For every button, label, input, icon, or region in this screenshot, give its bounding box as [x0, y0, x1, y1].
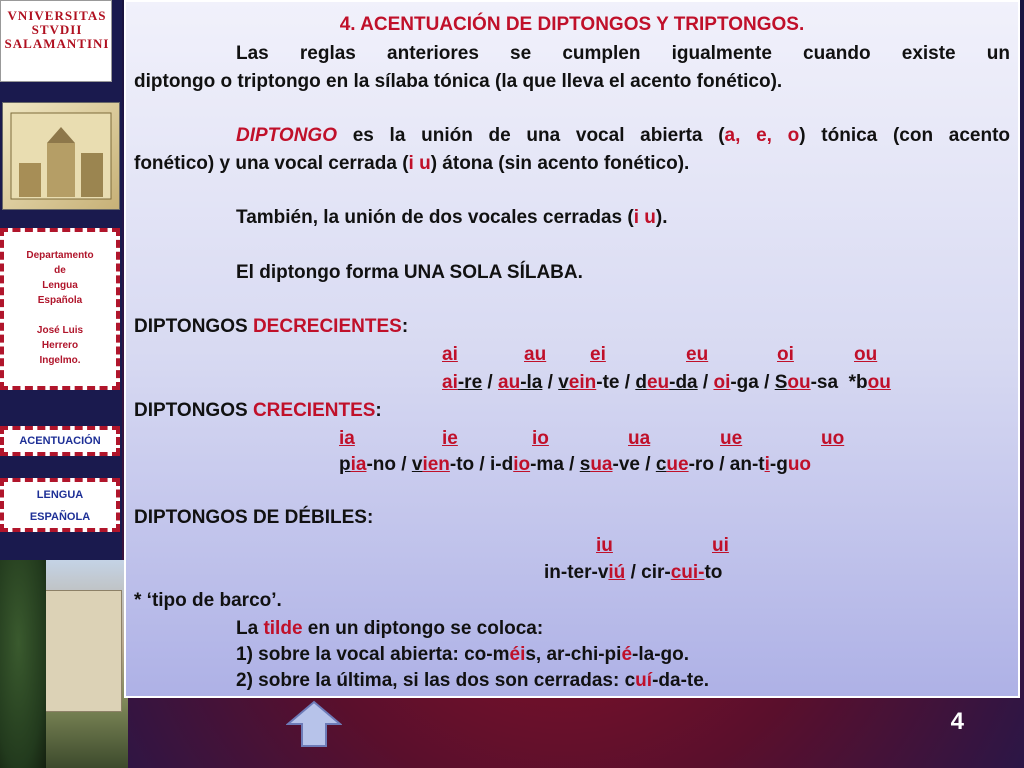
hl: ua — [590, 454, 613, 475]
txt: *b — [848, 372, 868, 393]
pair-iu: iu — [596, 535, 613, 556]
txt: La — [236, 618, 264, 639]
examples-crecientes: pia-no / vien-to / i-dio-ma / sua-ve / cue-ro / an-ti-guo — [339, 454, 812, 475]
text: ) átona (sin acento fonético). — [430, 153, 690, 174]
hl: ai — [442, 372, 458, 393]
txt: d — [635, 372, 647, 393]
pair-ei: ei — [590, 344, 606, 365]
nav-acentuacion-label: ACENTUACIÓN — [19, 435, 101, 447]
red-text: CRECIENTES — [252, 400, 376, 421]
open-vowels: a, e, o — [724, 125, 800, 146]
pair-ui: ui — [712, 535, 729, 556]
hl: io — [513, 454, 531, 475]
txt: 2) sobre la última, si las dos son cerradas: c — [236, 670, 636, 691]
dept-line: Española — [37, 295, 83, 306]
paragraph-line — [134, 125, 1010, 147]
dept-line: de — [54, 265, 66, 276]
text: DIPTONGOS — [134, 400, 253, 421]
building-photo — [0, 560, 128, 768]
txt: -ga — [730, 372, 759, 393]
hl: iú — [608, 562, 626, 583]
txt: -no — [366, 454, 397, 475]
pair-ou: ou — [854, 344, 878, 365]
txt: in-ter-v — [544, 562, 609, 583]
text: DIPTONGOS — [134, 316, 253, 337]
text: fonético) y una vocal cerrada ( — [134, 153, 409, 174]
txt: -te — [596, 372, 620, 393]
red-text: DECRECIENTES — [252, 316, 402, 337]
pair-ue: ue — [720, 428, 743, 449]
text: ) tónica (con acento — [799, 125, 1010, 146]
hl: éi — [509, 644, 526, 665]
section-heading-debiles: DIPTONGOS DE DÉBILES: — [134, 507, 374, 528]
hl: ou — [787, 372, 811, 393]
tree — [0, 560, 46, 768]
nav-acentuacion[interactable] — [0, 426, 120, 456]
txt: p — [339, 454, 351, 475]
paragraph-line: diptongo o triptongo en la sílaba tónica (la que lleva el acento fonético). — [134, 71, 783, 92]
hl: ien — [422, 454, 450, 475]
txt: -g — [769, 454, 788, 475]
pair-eu: eu — [686, 344, 709, 365]
txt: v — [558, 372, 569, 393]
university-logo — [0, 0, 112, 82]
hl: uo — [787, 454, 812, 475]
txt: s, ar-chi-pi — [525, 644, 622, 665]
txt: -la-go. — [632, 644, 690, 665]
pair-io: io — [532, 428, 549, 449]
txt: i-d — [490, 454, 514, 475]
pair-au: au — [524, 344, 547, 365]
closed-vowels: i u — [633, 207, 656, 228]
footnote: * ‘tipo de barco’. — [134, 590, 282, 611]
logo-text — [1, 9, 113, 51]
red-text: tilde — [263, 618, 303, 639]
dept-line: José Luis — [36, 325, 84, 336]
hl: i — [764, 454, 770, 475]
department-card — [0, 228, 120, 390]
txt: -da-te. — [652, 670, 710, 691]
paragraph-line: Las reglas anteriores se cumplen igualmente cuando existe un — [236, 43, 1010, 64]
logo-line: VNIVERSITAS — [7, 8, 107, 23]
department-text — [6, 248, 114, 368]
page-number: 4 — [950, 708, 964, 735]
painting-image — [2, 102, 120, 210]
dept-line: Ingelmo. — [39, 355, 81, 366]
pair-uo: uo — [821, 428, 845, 449]
hl: eu — [646, 372, 670, 393]
paragraph-line — [134, 153, 689, 175]
text: : — [375, 400, 382, 421]
paragraph-line: El diptongo forma UNA SOLA SÍLABA. — [236, 262, 583, 283]
txt: -to — [449, 454, 475, 475]
rule-1 — [236, 644, 689, 666]
slide-title: 4. ACENTUACIÓN DE DIPTONGOS Y TRIPTONGOS. — [339, 14, 805, 35]
section-heading-crecientes — [134, 400, 382, 422]
tilde-rule — [236, 618, 543, 640]
logo-line: SALAMANTINI — [4, 36, 110, 51]
examples-debiles — [544, 562, 722, 584]
pair-ie: ie — [442, 428, 458, 449]
nav-lengua-espanola[interactable] — [0, 478, 120, 532]
hl: ia — [350, 454, 367, 475]
dept-line: Departamento — [26, 250, 94, 261]
hl: au — [498, 372, 521, 393]
dept-spacer — [6, 308, 114, 323]
text: También, la unión de dos vocales cerradas ( — [236, 207, 634, 228]
nav-lengua-label: LENGUA — [36, 489, 84, 501]
txt: en un diptongo se coloca: — [302, 618, 544, 639]
text: es la unión de una vocal abierta ( — [337, 125, 725, 146]
hl: cui- — [670, 562, 705, 583]
term-diptongo: DIPTONGO — [236, 125, 337, 146]
txt: S — [774, 372, 788, 393]
txt: -re — [457, 372, 483, 393]
hl: uí — [635, 670, 653, 691]
nav-espanola-label: ESPAÑOLA — [29, 511, 91, 523]
txt: -ve — [612, 454, 640, 475]
hl: ou — [867, 372, 891, 393]
up-arrow-icon[interactable] — [286, 700, 342, 748]
txt: -da — [669, 372, 698, 393]
logo-line: STVDII — [31, 22, 83, 37]
dept-line: Lengua — [42, 280, 78, 291]
txt: -la — [520, 372, 543, 393]
closed-vowels: i u — [408, 153, 431, 174]
hl: ein — [568, 372, 597, 393]
text: ). — [655, 207, 668, 228]
txt: -ma — [530, 454, 564, 475]
txt: / cir- — [625, 562, 671, 583]
rule-2 — [236, 670, 709, 692]
text: : — [401, 316, 409, 337]
painting-image-graphic — [3, 103, 119, 209]
hl: oi — [713, 372, 731, 393]
slide-content — [124, 0, 1020, 698]
hl: é — [621, 644, 633, 665]
paragraph-line — [236, 207, 668, 229]
pair-ua: ua — [628, 428, 651, 449]
txt: v — [411, 454, 423, 475]
dept-line: Herrero — [41, 340, 79, 351]
pair-oi: oi — [777, 344, 794, 365]
txt: to — [704, 562, 723, 583]
txt: c — [655, 454, 667, 475]
section-heading-decrecientes — [134, 316, 408, 338]
txt: -sa — [810, 372, 839, 393]
txt: -ro — [688, 454, 714, 475]
pair-ia: ia — [339, 428, 355, 449]
examples-decrecientes: ai-re / au-la / vein-te / deu-da / oi-ga / Sou-sa *bou — [442, 372, 891, 393]
txt: an-t — [729, 454, 765, 475]
up-arrow-graphic — [286, 700, 342, 748]
txt: s — [579, 454, 591, 475]
txt: 1) sobre la vocal abierta: co-m — [236, 644, 510, 665]
pair-ai: ai — [442, 344, 458, 365]
hl: ue — [666, 454, 689, 475]
